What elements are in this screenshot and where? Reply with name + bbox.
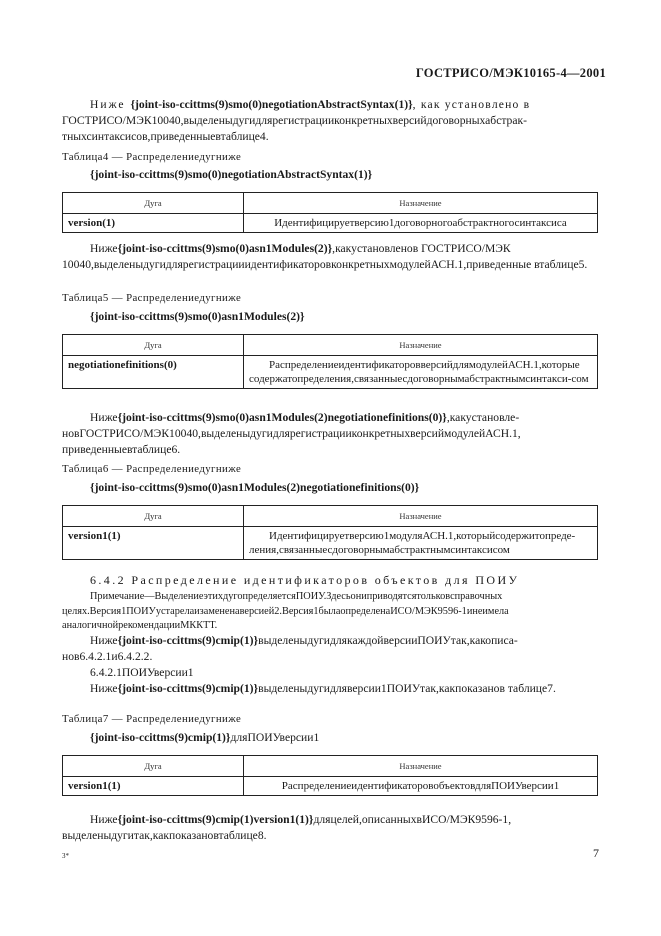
p2-lead: Ниже — [90, 242, 118, 255]
standard-header: ГОСТРИСО/МЭК10165-4—2001 — [415, 66, 606, 80]
p6-code: {joint-iso-ccittms(9)cmip(1)} — [117, 682, 259, 695]
paragraph-6 — [62, 681, 598, 697]
table-6-caption: Таблица6 — Распределениедугниже — [62, 463, 242, 475]
table-row — [63, 214, 598, 233]
p3-code: {joint-iso-ccittms(9)smo(0)asn1Modules(2)negotiationefinitions(0)} — [117, 411, 447, 424]
table-5-caption: Таблица5 — Распределениедугниже — [62, 292, 242, 304]
p1-rest-line1: , как установлено в — [412, 98, 531, 111]
p2-rest: ,какустановленов ГОСТРИСО/МЭК 10040,выделеныдугидлярегистрацииидентификаторовконкретныхмодулейАСН.1,приведенные втаблице5. — [62, 242, 588, 271]
table-7-subtitle-code: {joint-iso-ccittms(9)cmip(1)} — [90, 731, 231, 744]
cell-arc: version1(1) — [63, 777, 244, 796]
table-header-row — [63, 506, 598, 527]
table-6 — [62, 505, 598, 560]
cell-arc: negotiationefinitions(0) — [63, 356, 244, 389]
cell-arc: version(1) — [63, 214, 244, 233]
p7-rest: дляцелей,описанныхвИСО/МЭК9596-1, выделеныдугитак,какпоказановтаблице8. — [62, 813, 512, 842]
table-row — [63, 527, 598, 560]
table-7-caption: Таблица7 — Распределениедугниже — [62, 713, 242, 725]
footer-signature-mark: 3* — [62, 852, 69, 860]
paragraph-1-line-1 — [62, 97, 598, 113]
table-7-subtitle — [90, 731, 319, 744]
table-row — [63, 777, 598, 796]
col-header-arc: Дуга — [63, 335, 244, 356]
paragraph-1 — [62, 97, 598, 145]
table-5-subtitle: {joint-iso-ccittms(9)smo(0)asn1Modules(2)} — [90, 310, 305, 323]
p7-code: {joint-iso-ccittms(9)cmip(1)version1(1)} — [117, 813, 314, 826]
table-6-subtitle: {joint-iso-ccittms(9)smo(0)asn1Modules(2)negotiationefinitions(0)} — [90, 481, 420, 494]
p1-code: {joint-iso-ccittms(9)smo(0)negotiationAbstractSyntax(1)} — [130, 98, 413, 111]
page-number: 7 — [593, 846, 599, 860]
p1-lead: Ниже — [90, 98, 131, 111]
col-header-purpose: Назначение — [244, 335, 598, 356]
p3-rest: ,какустановле-новГОСТРИСО/МЭК10040,выделеныдугидлярегистрацииконкретныхверсиймодулейАСН.1, приведенныевтаблице6. — [62, 411, 521, 456]
p2-code: {joint-iso-ccittms(9)smo(0)asn1Modules(2)} — [117, 242, 333, 255]
col-header-purpose: Назначение — [244, 506, 598, 527]
table-4-subtitle: {joint-iso-ccittms(9)smo(0)negotiationAbstractSyntax(1)} — [90, 168, 373, 181]
cell-purpose: РаспределениеидентификаторовверсийдлямодулейАСН.1,которые содержатопределения,связанныесдоговорнымабстрактнымсинтакси-сом — [244, 356, 598, 389]
table-header-row — [63, 193, 598, 214]
cell-purpose: РаспределениеидентификаторовобъектовдляПОИУверсии1 — [244, 777, 598, 796]
p4-lead: Ниже — [90, 634, 118, 647]
p6-rest: выделеныдугидляверсии1ПОИУтак,какпоказанов таблице7. — [258, 682, 556, 695]
table-header-row — [63, 335, 598, 356]
table-7-subtitle-rest: дляПОИУверсии1 — [230, 731, 320, 744]
p6-lead: Ниже — [90, 682, 118, 695]
table-header-row — [63, 756, 598, 777]
cell-purpose: Идентифицируетверсию1договорногоабстрактногосинтаксиса — [244, 214, 598, 233]
section-6-4-2-heading: 6.4.2 Распределение идентификаторов объектов для ПОИУ — [90, 573, 520, 587]
p4-rest: выделеныдугидлякаждойверсииПОИУтак,какописа-нов6.4.2.1и6.4.2.2. — [62, 634, 518, 663]
col-header-arc: Дуга — [63, 193, 244, 214]
paragraph-2 — [62, 241, 598, 273]
subsection-6-4-2-1: 6.4.2.1ПОИУверсии1 — [90, 666, 194, 679]
paragraph-3 — [62, 410, 598, 458]
col-header-arc: Дуга — [63, 506, 244, 527]
paragraph-7 — [62, 812, 598, 844]
note: Примечание—ВыделениеэтихдугопределяетсяПОИУ.Здесьониприводятсятольковсправочных целях.Версия1ПОИУустарелаизамененаверсией2.Версия1былаопределенаИСО/МЭК9596-1инеимела аналогичнойрекомендацииМККТТ. — [62, 591, 509, 631]
table-4 — [62, 192, 598, 233]
col-header-arc: Дуга — [63, 756, 244, 777]
cell-purpose: Идентифицируетверсию1модуляАСН.1,которыйсодержитопреде-ления,связанныесдоговорнымабстрактнымсинтаксисом — [244, 527, 598, 560]
cell-arc: version1(1) — [63, 527, 244, 560]
p4-code: {joint-iso-ccittms(9)cmip(1)} — [117, 634, 259, 647]
table-7 — [62, 755, 598, 796]
table-4-caption: Таблица4 — Распределениедугниже — [62, 151, 242, 163]
table-5 — [62, 334, 598, 389]
col-header-purpose: Назначение — [244, 756, 598, 777]
paragraph-4 — [62, 633, 598, 665]
p1-rest: ГОСТРИСО/МЭК10040,выделеныдугидлярегистрацииконкретныхверсийдоговорныхабстрак-тныхсинтаксисов,приведенныевтаблице4. — [62, 114, 527, 143]
col-header-purpose: Назначение — [244, 193, 598, 214]
p7-lead: Ниже — [90, 813, 118, 826]
table-row — [63, 356, 598, 389]
p3-lead: Ниже — [90, 411, 118, 424]
